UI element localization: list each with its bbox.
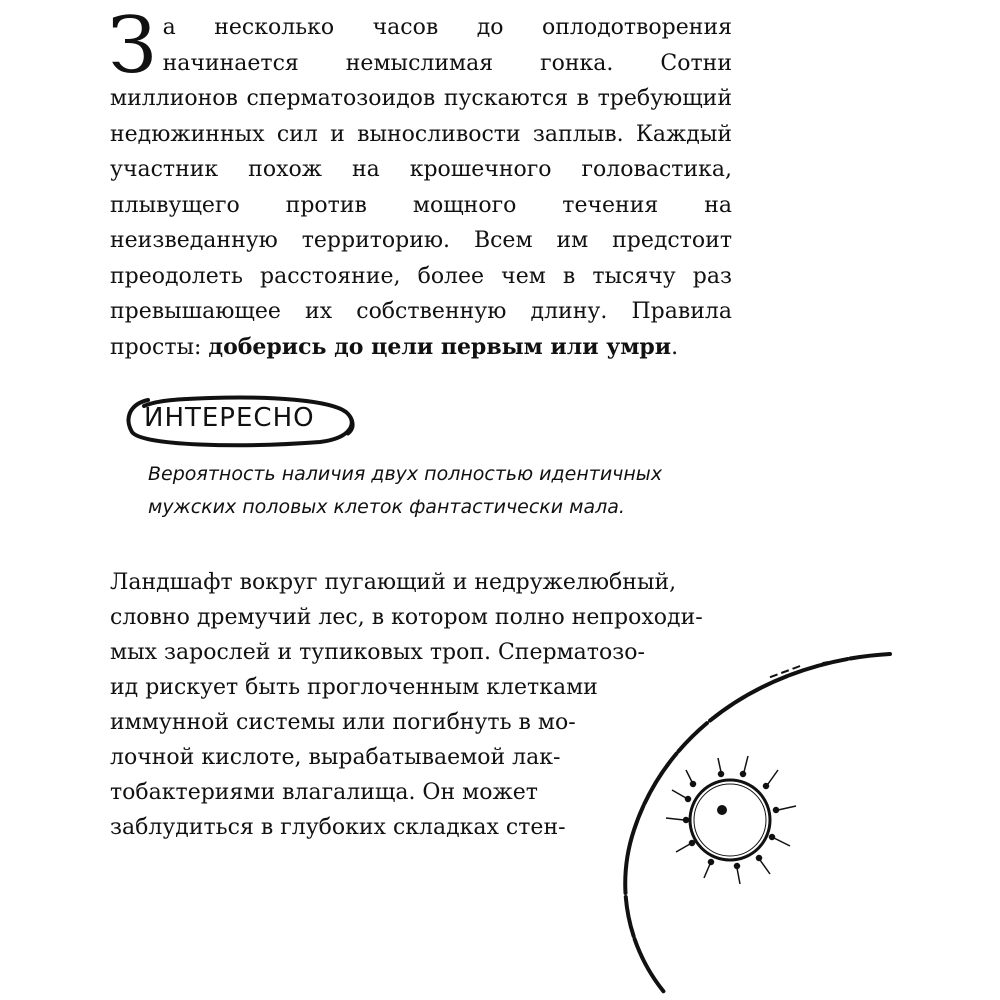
paragraph-intro [108,1,732,365]
paragraph-line: заблудиться в глубоких складках стен- [110,815,566,840]
paragraph-line: ид рискует быть проглоченным клетками [110,675,598,700]
paragraph-line: тобактериями влагалища. Он может [110,780,538,805]
paragraph-intro-text: а несколько часов до оплодотворения начинается немыслимая гонка. Сотни миллионов сперматозоидов пускаются в требующий недюжинных сил и выносливости заплыв. Каждый участник похож на крошечного головастика, плывущего против мощного течения на неизведанную территорию. Всем им предстоит преодолеть расстояние, более чем в тысячу раз превышающее их собственную длину. Правила просты: [110,15,732,360]
drop-cap: З [108,1,157,91]
paragraph-intro-bold: доберись до цели первым или умри [208,333,672,360]
paragraph-intro-end: . [671,334,679,360]
egg-cell-illustration-icon [600,640,900,1000]
paragraph-line: лочной кислоте, вырабатываемой лак- [110,745,561,770]
paragraph-line: иммунной системы или погибнуть в мо- [110,710,576,735]
sidebar-note-text: Вероятность наличия двух полностью идентичных мужских половых клеток фантастически мала. [148,463,663,518]
interesting-label-text: ИНТЕРЕСНО [144,403,315,433]
interesting-badge [120,388,360,452]
paragraph-line: мых зарослей и тупиковых троп. Сперматозо- [110,640,645,665]
paragraph-line: Ландшафт вокруг пугающий и недружелюбный, [110,570,677,595]
paragraph-line: словно дремучий лес, в котором полно непроходи- [110,605,703,630]
